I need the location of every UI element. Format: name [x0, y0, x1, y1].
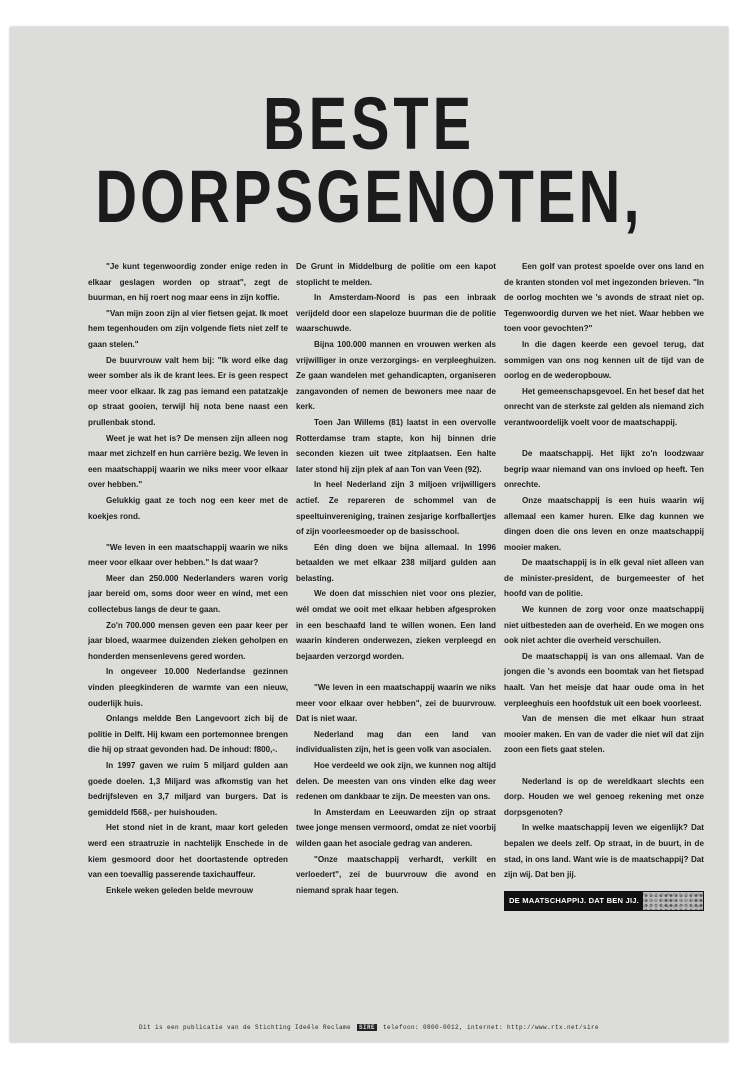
paragraph: Onlangs meldde Ben Langevoort zich bij de politie in Delft. Hij kwam een portemonnee brengen die hij op straat gevonden had. De inhoud: f800,-.: [88, 714, 288, 755]
slogan-logo: [504, 891, 704, 911]
footer-text-before: Dit is een publicatie van de Stichting Ideële Reclame: [138, 1024, 351, 1031]
advertisement-page: [10, 27, 728, 1042]
paragraph: Een golf van protest spoelde over ons land en de kranten stonden vol met ingezonden brieven. "In de oorlog mochten we 's avonds de straat niet op. Tegenwoordig durven we het niet. Waar hebben we toen voor gevochten?": [504, 262, 704, 334]
paragraph: Bijna 100.000 mannen en vrouwen werken als vrijwilliger in onze verzorgings- en verpleeghuizen. Ze gaan wandelen met gehandicapten, organiseren zangavonden of nemen de bewoners mee naar de kerk.: [296, 339, 496, 412]
paragraph: De buurvrouw valt hem bij: "Ik word elke dag weer somber als ik de krant lees. Er is geen respect meer voor elkaar. Ik zag pas iemand een patatzakje op straat gooien, terwijl hij nota bene naast een prullenbak stond.: [88, 355, 288, 427]
paragraph: In Amsterdam-Noord is pas een inbraak verijdeld door een slapeloze buurman die de politie waarschuwde.: [296, 293, 496, 334]
paragraph: De maatschappij. Het lijkt zo'n loodzwaar begrip waar niemand van ons invloed op heeft. Ten onrechte.: [504, 449, 704, 490]
paragraph: In Amsterdam en Leeuwarden zijn op straat twee jonge mensen vermoord, omdat ze niet voorbij wilden gaan het asociale gedrag van anderen.: [296, 807, 496, 848]
paragraph: Zo'n 700.000 mensen geven een paar keer per jaar bloed, waarmee duizenden zieken geholpen en honderden mensenlevens gered worden.: [88, 620, 288, 661]
paragraph: We doen dat misschien niet voor ons plezier, wél omdat we ooit met elkaar hebben afgesproken in een beschaafd land te willen wonen. Een land waarin kinderen onderwezen, zieken verpleegd en bejaarden verzorgd worden.: [296, 589, 496, 661]
paragraph: Nederland is op de wereldkaart slechts een dorp. Houden we wel genoeg rekening met onze dorpsgenoten?: [504, 776, 704, 817]
paragraph: Eén ding doen we bijna allemaal. In 1996 betaalden we met elkaar 238 miljard gulden aan belasting.: [296, 542, 496, 583]
crowd-texture-icon: [643, 892, 703, 910]
paragraph: Weet je wat het is? De mensen zijn alleen nog maar met zichzelf en hun carrière bezig. We leven in een maatschappij waarin we niks meer voor elkaar over hebben.": [88, 433, 289, 490]
paragraph: Enkele weken geleden belde mevrouw: [106, 885, 254, 895]
paragraph: "Onze maatschappij verhardt, verkilt en verloedert", zei de buurvrouw die avond en niemand sprak haar tegen.: [296, 854, 496, 895]
paragraph: Onze maatschappij is een huis waarin wij allemaal een kamer huren. Elke dag kunnen we dingen doen die ons leven en onze maatschappij mooier maken.: [504, 495, 704, 552]
paragraph: In die dagen keerde een gevoel terug, dat sommigen van ons nog kennen uit de tijd van de oorlog en de wederopbouw.: [504, 339, 704, 381]
paragraph: Meer dan 250.000 Nederlanders waren vorig jaar bereid om, soms door weer en wind, met een collectebus langs de deur te gaan.: [88, 573, 288, 615]
paragraph: We kunnen de zorg voor onze maatschappij niet uitbesteden aan de overheid. En we mogen ons ook niet achter die overheid verschuilen.: [504, 605, 704, 646]
paragraph: In welke maatschappij leven we eigenlijk? Dat bepalen we deels zelf. Op straat, in de buurt, in de stad, in ons land. Want wie is de maatschappij? Dat zijn wij. Dat ben jij.: [504, 823, 704, 880]
text-column-1: [88, 259, 288, 898]
paragraph: De maatschappij is in elk geval niet alleen van de minister-president, de burgemeester of het hoofd van de politie.: [504, 558, 704, 599]
paragraph: Nederland mag dan een land van individualisten zijn, het is geen volk van asocialen.: [296, 729, 496, 755]
paragraph: "Je kunt tegenwoordig zonder enige reden in elkaar geslagen worden op straat", zegt de buurman, en hij roert nog maar eens in zijn koffie.: [88, 262, 288, 303]
paragraph: Het gemeenschapsgevoel. En het besef dat het onrecht van de sterkste zal gelden als niemand zich verantwoordelijk voelt voor de maatschappij.: [504, 386, 704, 427]
headline-line-1: BESTE: [263, 82, 475, 165]
paragraph: Het stond niet in de krant, maar kort geleden werd een straatruzie in nachtelijk Enschede in de kiem gesmoord door het doortastende optreden van een toevallig passerende taxichauffeur.: [88, 823, 288, 880]
paragraph: Gelukkig gaat ze toch nog een keer met de koekjes rond.: [88, 495, 288, 521]
paragraph: "We leven in een maatschappij waarin we niks meer voor elkaar over hebben." Is dat waar?: [88, 542, 288, 568]
sire-logo: SIRE: [358, 1024, 375, 1031]
paragraph: Toen Jan Willems (81) laatst in een overvolle Rotterdamse tram stapte, kon hij binnen drie seconden kiezen uit twee zitplaatsen. Een halte later stond hij zijn plek af aan Ton van Veen (92).: [296, 417, 496, 474]
paragraph: In heel Nederland zijn 3 miljoen vrijwilligers actief. Ze repareren de schommel van de speeltuinvereniging, trainen zesjarige korfballertjes of zijn voorleesmoeder op de basisschool.: [296, 480, 496, 537]
text-column-2: [296, 259, 496, 898]
paragraph: In 1997 gaven we ruim 5 miljard gulden aan goede doelen. 1,3 Miljard was afkomstig van het bedrijfsleven en 3,7 miljard van burgers. Dat is gemiddeld f568,- per huishouden.: [88, 761, 288, 817]
footer-credit: [10, 1024, 728, 1031]
text-column-3: [504, 259, 704, 911]
paragraph: De Grunt in Middelburg de politie om een kapot stoplicht te melden.: [296, 262, 496, 287]
footer-text-after: telefoon: 0800-0012, internet: http://www.rtx.net/sire: [383, 1024, 600, 1031]
paragraph: "We leven in een maatschappij waarin we niks meer voor elkaar over hebben", zei de buurvrouw. Dat is niet waar.: [296, 683, 496, 724]
headline-line-2: DORPSGENOTEN,: [95, 155, 643, 238]
paragraph: In ongeveer 10.000 Nederlandse gezinnen vinden pleegkinderen de warmte van een nieuw, ouderlijk huis.: [88, 667, 288, 708]
paragraph: "Van mijn zoon zijn al vier fietsen gejat. Ik moet hem tegenhouden om zijn volgende fiets niet zelf te gaan stelen.": [88, 308, 288, 349]
slogan-text: DE MAATSCHAPPIJ. DAT BEN JIJ.: [505, 892, 643, 910]
paragraph: Van de mensen die met elkaar hun straat mooier maken. En van de vader die niet wil dat zijn zoon een fiets gaat stelen.: [504, 714, 704, 755]
paragraph: Hoe verdeeld we ook zijn, we kunnen nog altijd delen. De meesten van ons vinden elke dag weer redenen om dankbaar te zijn. De meesten van ons.: [296, 761, 496, 802]
paragraph: De maatschappij is van ons allemaal. Van de jongen die 's avonds een boomtak van het fietspad haalt. Van het meisje dat haar oude oma in het verpleeghuis een hoofdstuk uit een boek voorleest.: [504, 651, 704, 708]
